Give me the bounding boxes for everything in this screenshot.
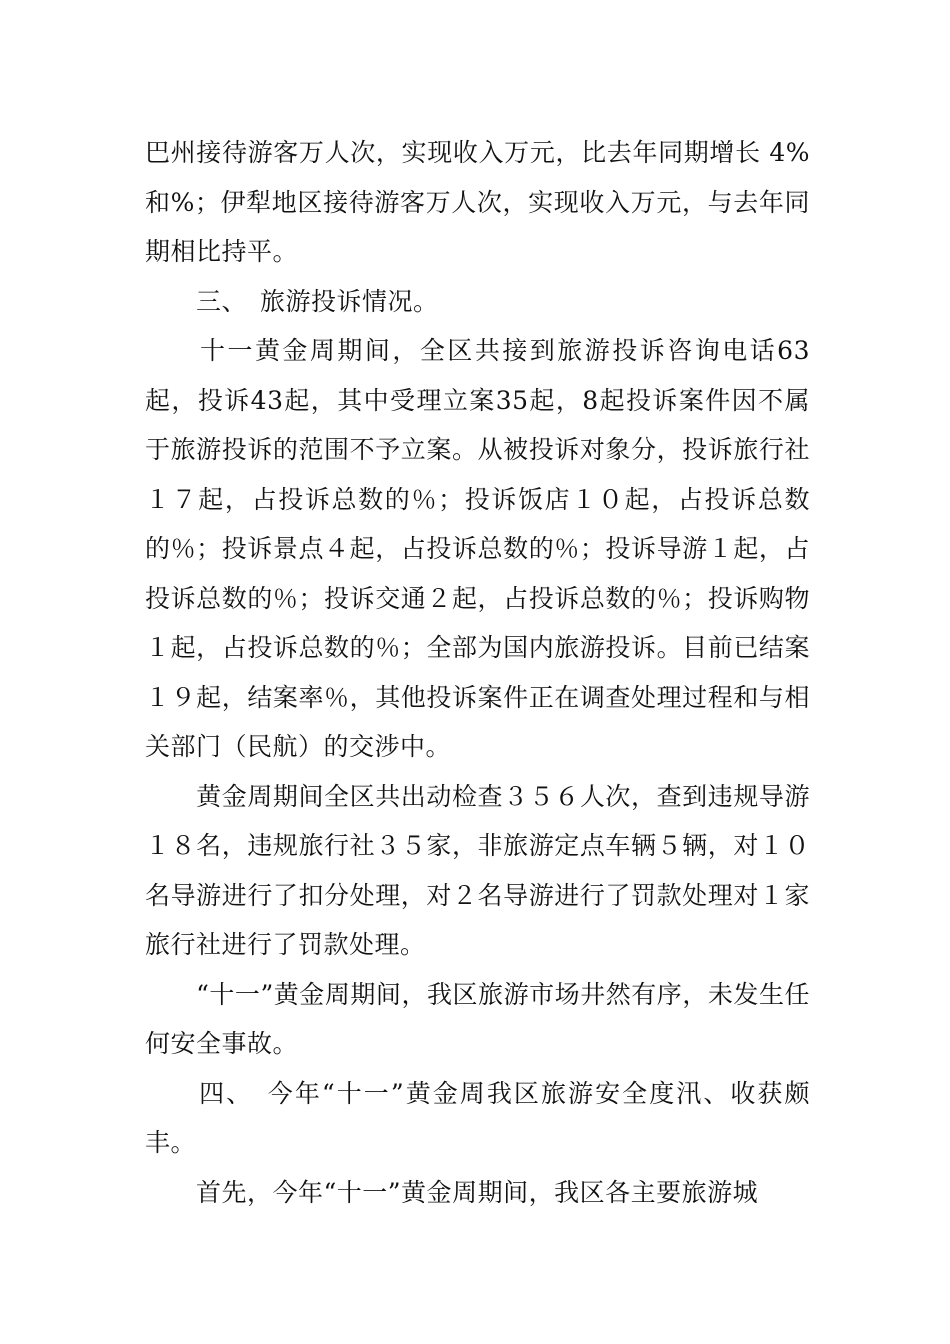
paragraph-first: 首先，今年“十一”黄金周期间，我区各主要旅游城 [145, 1177, 759, 1207]
heading-complaints: 三、 旅游投诉情况。 [145, 286, 439, 316]
paragraph-safety: “十一”黄金周期间，我区旅游市场井然有序，未发生任何安全事故。 [145, 979, 810, 1058]
paragraph-revenue: 巴州接待游客万人次，实现收入万元，比去年同期增长 4%和%；伊犁地区接待游客万人次，实现收入万元，与去年同期相比持平。 [145, 138, 810, 266]
document-body [145, 128, 810, 1217]
paragraph-inspections: 黄金周期间全区共出动检查３５６人次，查到违规导游１８名，违规旅行社３５家，非旅游定点车辆５辆，对１０名导游进行了扣分处理，对２名导游进行了罚款处理对１家旅行社进行了罚款处理。 [145, 781, 810, 959]
heading-harvest: 四、 今年“十一”黄金周我区旅游安全度汛、收获颇丰。 [145, 1078, 810, 1157]
paragraph-complaints: 十一黄金周期间，全区共接到旅游投诉咨询电话63起，投诉43起，其中受理立案35起，8起投诉案件因不属于旅游投诉的范围不予立案。从被投诉对象分，投诉旅行社１７起，占投诉总数的％；投诉饭店１０起，占投诉总数的％；投诉景点４起，占投诉总数的％；投诉导游１起，占投诉总数的％；投诉交通２起，占投诉总数的％；投诉购物１起，占投诉总数的％；全部为国内旅游投诉。目前已结案１９起，结案率％，其他投诉案件正在调查处理过程和与相关部门（民航）的交涉中。 [145, 336, 810, 761]
